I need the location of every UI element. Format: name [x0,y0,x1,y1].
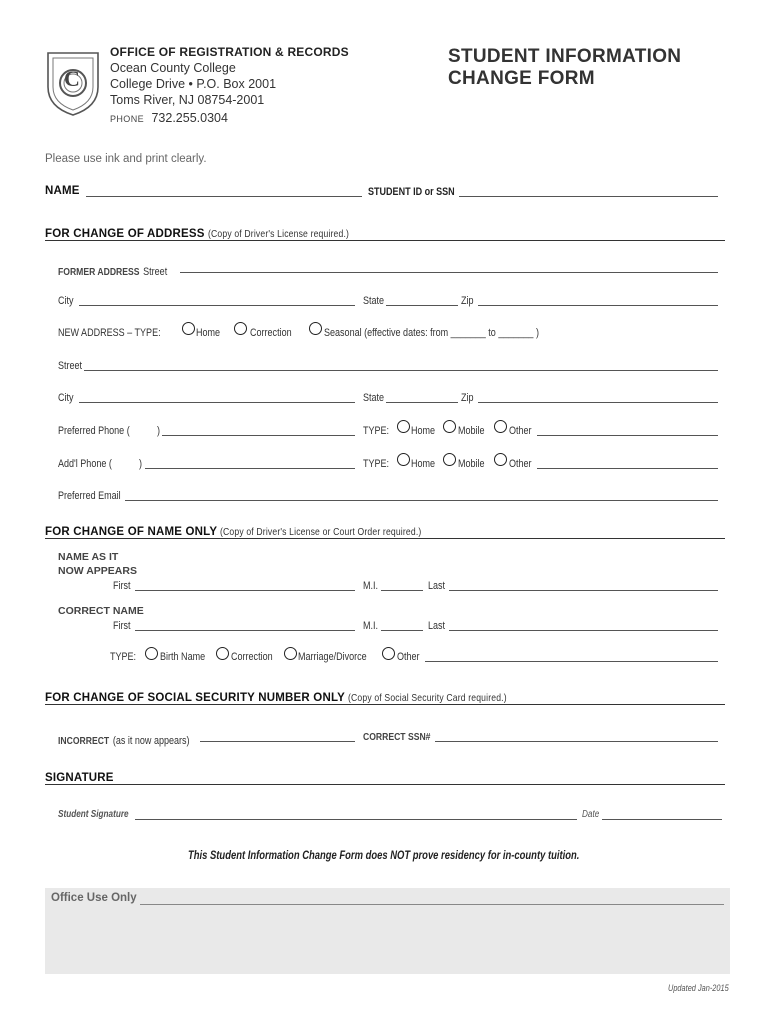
phone-other-field[interactable] [537,435,718,436]
correct-last-label: Last [428,620,446,632]
current-last-field[interactable] [449,590,718,591]
addphone-other-field[interactable] [537,468,718,469]
former-zip-field[interactable] [478,305,718,306]
preferred-phone-type-label: TYPE: [363,425,390,437]
birth-name-label: Birth Name [160,651,206,663]
radio-marriage-divorce[interactable] [284,647,297,660]
office-name: OFFICE OF REGISTRATION & RECORDS [110,45,349,59]
current-first-field[interactable] [135,590,355,591]
correct-mi-label: M.I. [363,620,379,632]
phone-home-label: Home [411,425,436,437]
correct-name-label: CORRECT NAME [58,605,144,617]
addphone-other-label: Other [509,458,532,470]
new-zip-label: Zip [461,392,474,404]
radio-birth-name[interactable] [145,647,158,660]
preferred-email-label: Preferred Email [58,490,121,502]
new-correction-label: Correction [250,327,292,339]
office-use-label: Office Use Only [51,892,137,904]
radio-addphone-other[interactable] [494,453,507,466]
incorrect-ssn-row [58,731,190,749]
correct-mi-field[interactable] [381,630,423,631]
current-mi-field[interactable] [381,590,423,591]
phone-label: PHONE [110,114,145,124]
addphone-mobile-label: Mobile [458,458,485,470]
preferred-email-field[interactable] [125,500,718,501]
former-state-label: State [363,295,385,307]
ssn-heading-text: FOR CHANGE OF SOCIAL SECURITY NUMBER ONLY [45,692,345,704]
name-field[interactable] [86,196,362,197]
phone-mobile-label: Mobile [458,425,485,437]
correct-first-field[interactable] [135,630,355,631]
preferred-phone-label: Preferred Phone ( [58,425,130,437]
name-other-label: Other [397,651,420,663]
new-city-label: City [58,392,74,404]
preferred-phone-field[interactable] [162,435,355,436]
name-correction-label: Correction [231,651,273,663]
incorrect-ssn-label: INCORRECT [58,735,110,747]
name-heading-note: (Copy of Driver's License or Court Order required.) [220,526,422,538]
new-city-field[interactable] [79,402,355,403]
name-heading-text: FOR CHANGE OF NAME ONLY [45,526,218,538]
ssn-section-rule [45,704,725,705]
student-signature-label: Student Signature [58,809,129,820]
addphone-home-label: Home [411,458,436,470]
student-id-field[interactable] [459,196,718,197]
additional-phone-paren: ) [139,458,143,470]
signature-section-heading: SIGNATURE [45,772,114,784]
radio-phone-other[interactable] [494,420,507,433]
former-street-field[interactable] [180,272,718,273]
address-line-2: Toms River, NJ 08754-2001 [110,93,265,107]
residency-disclaimer: This Student Information Change Form does NOT prove residency for in-county tuition. [188,850,580,862]
name-section-heading [45,526,466,538]
office-use-box [45,888,730,974]
former-city-field[interactable] [79,305,355,306]
name-section-rule [45,538,725,539]
name-as-it-label-2: NOW APPEARS [58,565,137,577]
former-city-label: City [58,295,74,307]
additional-phone-label: Add'l Phone ( [58,458,112,470]
former-state-field[interactable] [386,305,458,306]
office-use-rule [140,904,724,905]
new-address-label: NEW ADDRESS – TYPE: [58,327,161,339]
additional-phone-field[interactable] [145,468,355,469]
radio-new-correction[interactable] [234,322,247,335]
additional-phone-type-label: TYPE: [363,458,390,470]
name-as-it-label-1: NAME AS IT [58,551,119,563]
form-title-line-1: STUDENT INFORMATION [448,46,682,67]
student-id-label: STUDENT ID or SSN [368,186,455,198]
preferred-phone-paren: ) [157,425,161,437]
name-type-label: TYPE: [110,651,137,663]
correct-ssn-field[interactable] [435,741,718,742]
address-line-1: College Drive • P.O. Box 2001 [110,77,277,91]
radio-new-seasonal[interactable] [309,322,322,335]
radio-name-correction[interactable] [216,647,229,660]
phone-other-label: Other [509,425,532,437]
radio-phone-home[interactable] [397,420,410,433]
updated-date: Updated Jan-2015 [668,983,729,993]
logo-letter: C [64,66,80,91]
address-section-rule [45,240,725,241]
new-street-label: Street [58,360,83,372]
former-address-label: FORMER ADDRESS [58,266,140,278]
signature-section-rule [45,784,725,785]
college-name: Ocean County College [110,61,236,75]
former-address-row [58,262,167,280]
new-seasonal-label: Seasonal (effective dates: from _______ to _______ ) [324,327,539,339]
radio-new-home[interactable] [182,322,195,335]
new-street-field[interactable] [84,370,718,371]
address-section-heading [45,228,380,240]
new-home-label: Home [196,327,221,339]
radio-name-other[interactable] [382,647,395,660]
name-other-field[interactable] [425,661,718,662]
correct-ssn-label: CORRECT SSN# [363,731,431,743]
new-state-label: State [363,392,385,404]
instructions: Please use ink and print clearly. [45,153,207,165]
student-signature-field[interactable] [135,819,577,820]
form-title-line-2: CHANGE FORM [448,68,595,89]
correct-last-field[interactable] [449,630,718,631]
ssn-heading-note: (Copy of Social Security Card required.) [348,692,507,704]
address-heading-note: (Copy of Driver's License required.) [208,228,350,240]
former-street-label: Street [143,266,168,278]
name-label: NAME [45,185,80,197]
marriage-divorce-label: Marriage/Divorce [298,651,367,663]
date-label: Date [582,809,600,820]
correct-first-label: First [113,620,131,632]
phone-number: 732.255.0304 [151,111,228,125]
radio-addphone-home[interactable] [397,453,410,466]
new-state-field[interactable] [386,402,458,403]
new-zip-field[interactable] [478,402,718,403]
incorrect-ssn-note: (as it now appears) [112,735,190,747]
incorrect-ssn-field[interactable] [200,741,355,742]
ssn-section-heading [45,692,542,704]
phone-line [110,109,228,127]
current-last-label: Last [428,580,446,592]
current-first-label: First [113,580,131,592]
current-mi-label: M.I. [363,580,379,592]
former-zip-label: Zip [461,295,474,307]
radio-phone-mobile[interactable] [443,420,456,433]
address-heading-text: FOR CHANGE OF ADDRESS [45,228,205,240]
radio-addphone-mobile[interactable] [443,453,456,466]
signature-date-field[interactable] [602,819,722,820]
